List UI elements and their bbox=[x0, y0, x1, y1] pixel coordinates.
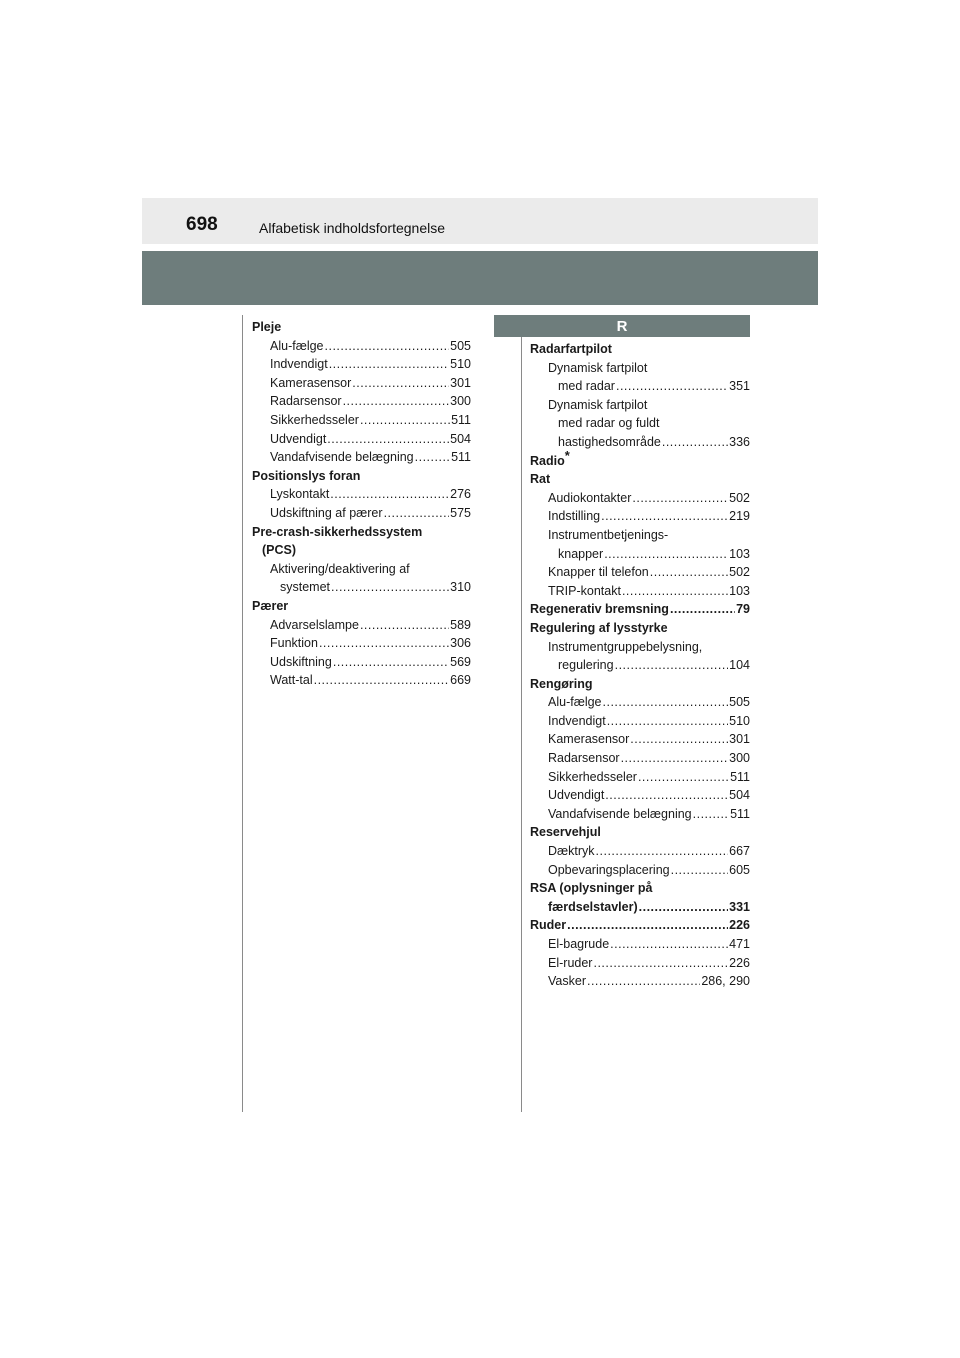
index-group bbox=[252, 337, 471, 467]
section-bar bbox=[142, 251, 818, 305]
index-heading: Radio* bbox=[530, 447, 570, 468]
index-entry: med radar ..... 351 bbox=[530, 377, 750, 396]
index-entry: Advarselslampe ..... 589 bbox=[252, 616, 471, 635]
index-heading-entry: Regenerativ bremsning ..... 79 bbox=[530, 600, 750, 619]
index-entry: Udvendigt ..... 504 bbox=[530, 786, 750, 805]
index-heading-entry: Ruder ..... 226 bbox=[530, 916, 750, 935]
index-heading: Radarfartpilot bbox=[530, 342, 612, 356]
asterisk-mark: * bbox=[564, 447, 570, 463]
index-entry: hastighedsområde ..... 336 bbox=[530, 433, 750, 452]
index-entry: Indvendigt ..... 510 bbox=[252, 355, 471, 374]
index-entry: Funktion ..... 306 bbox=[252, 634, 471, 653]
index-heading: Pærer bbox=[252, 598, 289, 613]
index-heading: RSA (oplysninger på bbox=[530, 881, 653, 896]
header-band bbox=[142, 198, 818, 244]
index-entry: Lyskontakt ..... 276 bbox=[252, 485, 471, 504]
index-entry: Dæktryk ..... 667 bbox=[530, 842, 750, 861]
index-entry: Vandafvisende belægning ..... 511 bbox=[530, 805, 750, 824]
index-entry-line: Instrumentgruppebelysning, bbox=[548, 639, 703, 654]
index-entry: Udvendigt ..... 504 bbox=[252, 430, 471, 449]
index-heading: Rat bbox=[530, 472, 551, 487]
index-entry: Indstilling ..... 219 bbox=[530, 507, 750, 526]
index-entry: Radarsensor ..... 300 bbox=[530, 749, 750, 768]
index-entry: regulering ..... 104 bbox=[530, 656, 750, 675]
index-entry: Kamerasensor ..... 301 bbox=[530, 730, 750, 749]
index-entry-line: med radar og fuldt bbox=[558, 416, 660, 431]
index-heading-continuation: (PCS) bbox=[262, 543, 297, 558]
index-entry: Alu-fælge ..... 505 bbox=[252, 337, 471, 356]
index-entry: Sikkerhedsseler ..... 511 bbox=[252, 411, 471, 430]
index-heading: Pre-crash-sikkerhedssystem bbox=[252, 524, 423, 539]
index-column-left bbox=[252, 318, 471, 690]
index-entry: Alu-fælge ..... 505 bbox=[530, 693, 750, 712]
index-entry: knapper ..... 103 bbox=[530, 545, 750, 564]
index-entry-line: Dynamisk fartpilot bbox=[548, 397, 648, 412]
index-entry: Knapper til telefon ..... 502 bbox=[530, 563, 750, 582]
column-rule-left bbox=[242, 315, 243, 1112]
page-title: Alfabetisk indholdsfortegnelse bbox=[259, 220, 446, 236]
index-entry: Udskiftning ..... 569 bbox=[252, 653, 471, 672]
index-entry-line: Dynamisk fartpilot bbox=[548, 360, 648, 375]
index-entry: El-bagrude ..... 471 bbox=[530, 935, 750, 954]
index-letter-badge: R bbox=[494, 315, 750, 337]
index-entry: Vandafvisende belægning ..... 511 bbox=[252, 448, 471, 467]
index-entry: Indvendigt ..... 510 bbox=[530, 712, 750, 731]
index-entry: Opbevaringsplacering ..... 605 bbox=[530, 861, 750, 880]
index-entry: Udskiftning af pærer ..... 575 bbox=[252, 504, 471, 523]
index-heading-entry: færdselstavler) ..... 331 bbox=[530, 898, 750, 917]
index-heading: Positionslys foran bbox=[252, 468, 361, 483]
index-entry: TRIP-kontakt ..... 103 bbox=[530, 582, 750, 601]
index-entry: Audiokontakter ..... 502 bbox=[530, 489, 750, 508]
page-number: 698 bbox=[186, 214, 218, 235]
index-entry: Sikkerhedsseler ..... 511 bbox=[530, 768, 750, 787]
index-entry-line: Instrumentbetjenings- bbox=[548, 527, 669, 542]
index-entry: El-ruder ..... 226 bbox=[530, 954, 750, 973]
index-entry: Vasker ..... 286, 290 bbox=[530, 972, 750, 991]
index-entry: Radarsensor ..... 300 bbox=[252, 392, 471, 411]
index-entry: Kamerasensor ..... 301 bbox=[252, 374, 471, 393]
index-entry: Watt-tal ..... 669 bbox=[252, 671, 471, 690]
column-rule-middle bbox=[521, 315, 522, 1112]
index-heading: Pleje bbox=[252, 320, 282, 334]
index-heading: Reservehjul bbox=[530, 825, 601, 840]
index-entry-line: Aktivering/deaktivering af bbox=[270, 561, 410, 576]
index-heading: Rengøring bbox=[530, 676, 593, 691]
index-heading: Regulering af lysstyrke bbox=[530, 620, 668, 635]
index-entry: systemet ..... 310 bbox=[252, 578, 471, 597]
index-column-right bbox=[530, 340, 750, 991]
